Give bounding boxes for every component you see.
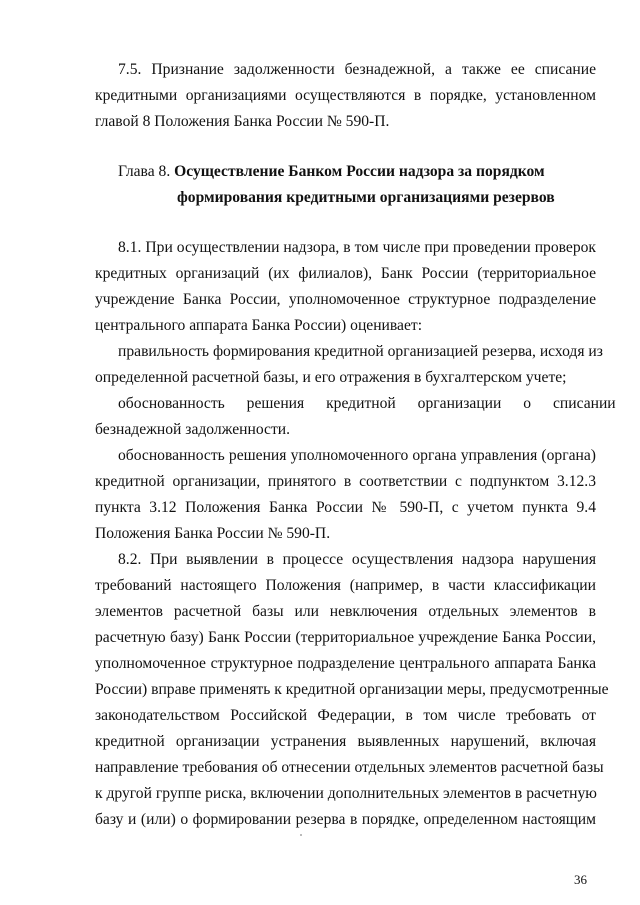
section-8-2-line-4: расчетную базу) Банк России (территориальное учреждение Банка России, (95, 629, 596, 646)
section-7-5-line-2: кредитными организациями осуществляются в порядке, установленном (95, 87, 596, 104)
section-8-2-line-1: 8.2. При выявлении в процессе осуществления надзора нарушения (118, 551, 596, 568)
item-1-line-1: правильность формирования кредитной организацией резерва, исходя из (118, 343, 603, 360)
item-2-line-1: обоснованность решения кредитной организации о списании (118, 395, 616, 412)
scan-speck (300, 834, 302, 836)
chapter-prefix: Глава 8. (118, 163, 171, 180)
item-1-line-2: определенной расчетной базы, и его отражения в бухгалтерском учете; (95, 369, 567, 386)
section-8-2-line-8: кредитной организации устранения выявленных нарушений, включая (95, 733, 596, 750)
page-number: 36 (574, 872, 587, 887)
section-8-2-line-7: законодательством Российской Федерации, в том числе требовать от (95, 707, 596, 724)
section-8-2-line-5: уполномоченное структурное подразделение центрального аппарата Банка (95, 655, 596, 672)
section-8-1-line-1: 8.1. При осуществлении надзора, в том числе при проведении проверок (118, 239, 596, 256)
item-3-line-3: пункта 3.12 Положения Банка России № 590-П, с учетом пункта 9.4 (95, 499, 596, 516)
section-8-2-line-6: России) вправе применять к кредитной организации меры, предусмотренные (95, 681, 609, 698)
item-3-line-2: кредитной организации, принятого в соответствии с подпунктом 3.12.3 (95, 473, 596, 490)
section-8-1-line-2: кредитных организаций (их филиалов), Банк России (территориальное (95, 265, 596, 282)
chapter-heading-line-1 (118, 162, 545, 182)
section-8-2-line-9: направление требования об отнесении отдельных элементов расчетной базы (95, 759, 604, 776)
item-3-line-4: Положения Банка России № 590-П. (95, 525, 331, 542)
section-7-5-line-1: 7.5. Признание задолженности безнадежной, а также ее списание (118, 61, 596, 78)
item-2-line-2: безнадежной задолженности. (95, 421, 291, 438)
section-8-2-line-3: элементов расчетной базы или невключения отдельных элементов в (95, 603, 596, 620)
section-8-2-line-10: к другой группе риска, включении дополнительных элементов в расчетную (95, 785, 597, 802)
chapter-title-part-2: формирования кредитными организациями резервов (177, 189, 555, 206)
section-8-2-line-2: требований настоящего Положения (например, в части классификации (95, 577, 596, 594)
chapter-title-part-1: Осуществление Банком России надзора за порядком (174, 163, 545, 180)
section-8-2-line-11: базу и (или) о формировании резерва в порядке, определенном настоящим (95, 811, 596, 828)
section-7-5-line-3: главой 8 Положения Банка России № 590-П. (95, 113, 390, 130)
section-8-1-line-3: учреждение Банка России, уполномоченное структурное подразделение (95, 291, 596, 308)
item-3-line-1: обоснованность решения уполномоченного органа управления (органа) (118, 447, 596, 464)
section-8-1-line-4: центрального аппарата Банка России) оценивает: (95, 317, 423, 334)
